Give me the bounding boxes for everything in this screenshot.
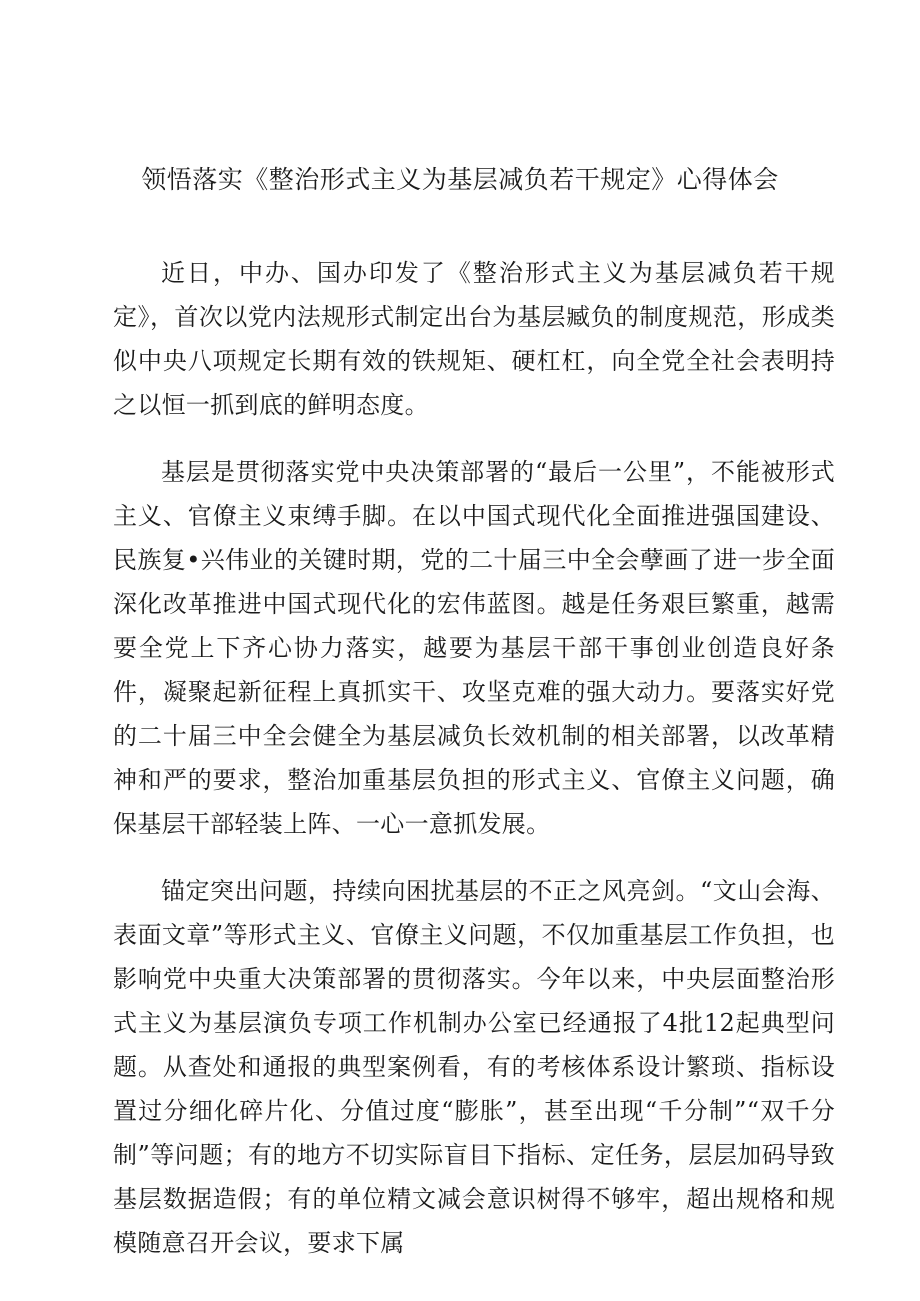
document-title: 领悟落实《整治形式主义为基层减负若干规定》心得体会 (141, 165, 779, 194)
paragraph-1: 近日，中办、国办印发了《整治形式主义为基层减负若干规定》，首次以党内法规形式制定出台为基层臧负的制度规范，形成类似中央八项规定长期有效的铁规矩、硬杠杠，向全党全社会表明持之以恒一抓到底的鲜明态度。 (113, 259, 835, 419)
document-body (113, 251, 835, 1288)
paragraph-3: 锚定突出问题，持续向困扰基层的不正之风亮剑。“文山会海、表面文章”等形式主义、官僚主义问题，不仅加重基层工作负担，也影响党中央重大决策部署的贯彻落实。今年以来，中央层面整治形式主义为基层演负专项工作机制办公室已经通报了4批12起典型问题。从查处和通报的典型案例看，有的考核体系设计繁琐、指标设置过分细化碎片化、分值过度“膨胀”，甚至出现“千分制”“双千分制”等问题；有的地方不切实际盲目下指标、定任务，层层加码导致基层数据造假；有的单位精文减会意识树得不够牢，超出规格和规模随意召开会议，要求下属 (113, 877, 835, 1257)
paragraph-2: 基层是贯彻落实党中央决策部署的“最后一公里”，不能被形式主义、官僚主义束缚手脚。在以中国式现代化全面推进强国建设、民族复•兴伟业的关键时期，党的二十届三中全会孽画了进一步全面深化改革推进中国式现代化的宏伟蓝图。越是任务艰巨繁重，越需要全党上下齐心协力落实，越要为基层干部干事创业创造良好条件，凝聚起新征程上真抓实干、攻坚克难的强大动力。要落实好党的二十届三中全会健全为基层减负长效机制的相关部署，以改革精神和严的要求，整治加重基层负担的形式主义、官僚主义问题，确保基层干部轻装上阵、一心一意抓发展。 (113, 458, 835, 838)
